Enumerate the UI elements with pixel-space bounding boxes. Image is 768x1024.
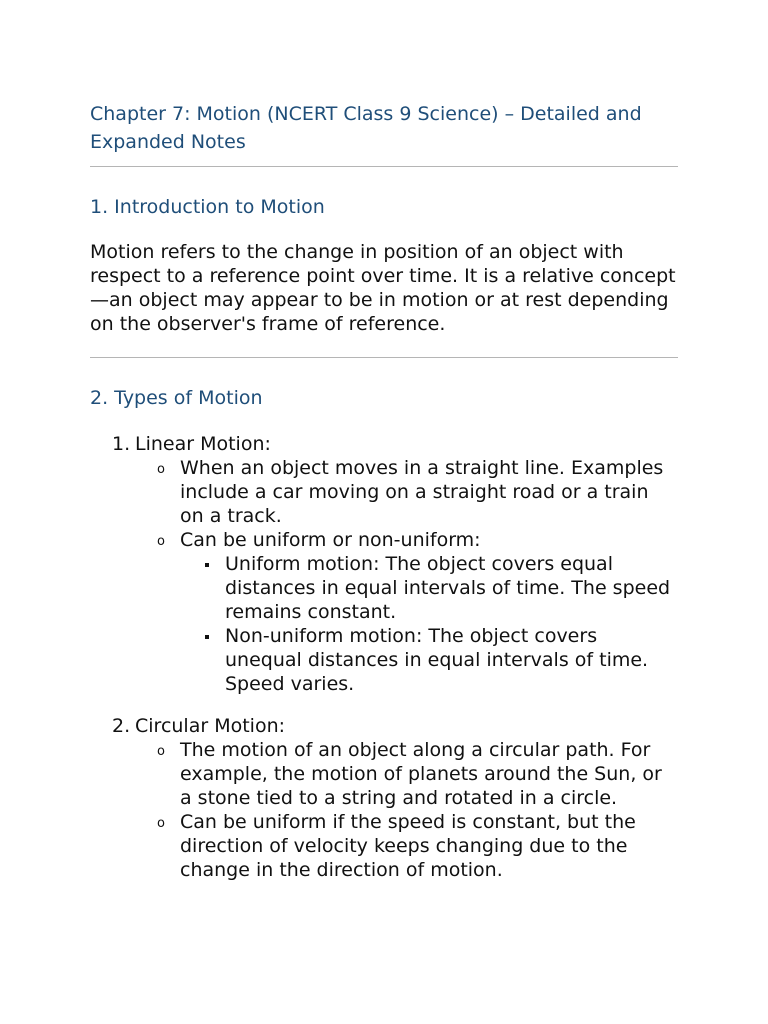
- list-item-linear-motion: [90, 432, 678, 696]
- types-of-motion-list: [90, 432, 678, 882]
- circle-bullet-icon: o: [157, 534, 165, 549]
- introduction-paragraph: Motion refers to the change in position of an object with respect to a reference point over time. It is a relative concept—an object may appear to be in motion or at rest depending on the observer's frame of reference.: [90, 241, 676, 335]
- point-text: When an object moves in a straight line. Examples include a car moving on a straight road or a train on a track.: [180, 457, 664, 527]
- list-item-label: Linear Motion:: [135, 433, 271, 455]
- circular-motion-points: [135, 738, 678, 882]
- document-title: Chapter 7: Motion (NCERT Class 9 Science) – Detailed and Expanded Notes: [90, 103, 642, 153]
- point-text: Can be uniform if the speed is constant, but the direction of velocity keeps changing due to the change in the direction of motion.: [180, 811, 636, 881]
- point-text: Can be uniform or non-uniform:: [180, 529, 481, 551]
- list-item: [135, 456, 678, 528]
- list-item: [180, 624, 678, 696]
- list-number: 1.: [112, 433, 131, 455]
- list-number: 2.: [112, 715, 131, 737]
- subpoint-text: Uniform motion: The object covers equal distances in equal intervals of time. The speed remains constant.: [225, 553, 671, 623]
- section-divider: [90, 166, 678, 167]
- list-item: [135, 528, 678, 696]
- linear-motion-points: [135, 456, 678, 696]
- section-heading-introduction: 1. Introduction to Motion: [90, 196, 325, 218]
- section-heading-types-of-motion: 2. Types of Motion: [90, 387, 263, 409]
- circle-bullet-icon: o: [157, 744, 165, 759]
- list-item: [135, 738, 678, 810]
- square-bullet-icon: [205, 635, 209, 639]
- circle-bullet-icon: o: [157, 816, 165, 831]
- list-item: [135, 810, 678, 882]
- section-divider: [90, 357, 678, 358]
- list-item-label: Circular Motion:: [135, 715, 286, 737]
- circle-bullet-icon: o: [157, 462, 165, 477]
- subpoint-text: Non-uniform motion: The object covers unequal distances in equal intervals of time. Speed varies.: [225, 625, 649, 695]
- square-bullet-icon: [205, 563, 209, 567]
- list-item-circular-motion: [90, 714, 678, 882]
- list-item: [180, 552, 678, 624]
- uniform-nonuniform-points: [180, 552, 678, 696]
- point-text: The motion of an object along a circular path. For example, the motion of planets around the Sun, or a stone tied to a string and rotated in a circle.: [180, 739, 662, 809]
